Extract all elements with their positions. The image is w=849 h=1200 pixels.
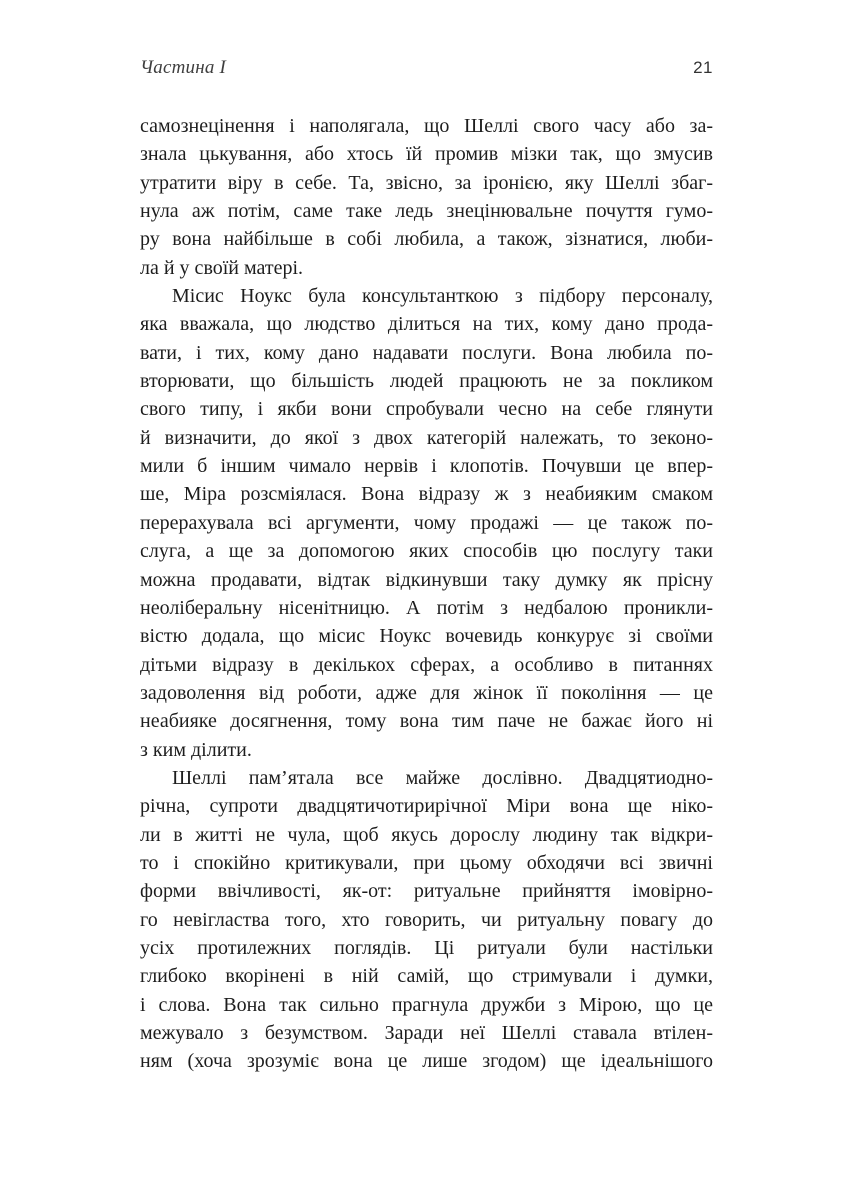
paragraph	[140, 764, 713, 1076]
body-text	[140, 112, 713, 1076]
text-line: вторювати, що більшість людей працюють не за покликом	[140, 370, 713, 393]
text-line: нула аж потім, саме таке ледь знецінювальне почуття гумо-	[140, 200, 713, 223]
text-line: Місис Ноукс була консультанткою з підбору персоналу,	[172, 285, 713, 308]
text-line: і слова. Вона так сильно прагнула дружби з Мірою, що це	[140, 993, 713, 1016]
text-line: ла й у своїй матері.	[140, 256, 304, 279]
text-line: яка вважала, що людство ділиться на тих, кому дано прода-	[140, 313, 713, 336]
text-line: утратити віру в себе. Та, звісно, за іронією, яку Шеллі збаг-	[140, 171, 713, 194]
page-number: 21	[693, 58, 713, 77]
text-line: з ким ділити.	[140, 738, 252, 761]
text-line: вати, і тих, кому дано надавати послуги. Вона любила по-	[140, 341, 713, 364]
text-line: ше, Міра розсміялася. Вона відразу ж з неабияким смаком	[140, 483, 713, 506]
text-line: неоліберальну нісенітницю. А потім з недбалою проникли-	[140, 596, 713, 619]
text-line: дітьми відразу в декількох сферах, а особливо в питаннях	[140, 653, 713, 676]
text-line: й визначити, до якої з двох категорій належать, то зеконо-	[140, 426, 713, 449]
text-line: задоволення від роботи, адже для жінок її покоління — це	[140, 681, 713, 704]
text-line: вістю додала, що місис Ноукс вочевидь конкурує зі своїми	[140, 625, 713, 648]
text-line: річна, супроти двадцятичотирирічної Міри вона ще ніко-	[140, 795, 713, 818]
text-line: ням (хоча зрозуміє вона це лише згодом) ще ідеальнішого	[140, 1050, 713, 1073]
text-line: самознецінення і наполягала, що Шеллі свого часу або за-	[140, 115, 713, 137]
text-line: усіх протилежних поглядів. Ці ритуали були настільки	[140, 936, 713, 959]
text-line: слуга, а ще за допомогою яких способів цю послугу таки	[140, 540, 713, 563]
paragraph	[140, 282, 713, 764]
text-line: то і спокійно критикували, при цьому обходячи всі звичні	[140, 851, 713, 874]
text-line: мили б іншим чимало нервів і клопотів. Почувши це впер-	[140, 455, 713, 478]
text-line: го невігластва того, хто говорить, чи ритуальну повагу до	[140, 908, 713, 931]
text-line: знала цькування, або хтось їй промив мізки так, що змусив	[140, 143, 713, 166]
text-line: свого типу, і якби вони спробували чесно на себе глянути	[140, 398, 713, 421]
paragraph	[140, 112, 713, 282]
text-line: можна продавати, відтак відкинувши таку думку як прісну	[140, 568, 713, 591]
text-line: перерахувала всі аргументи, чому продажі — це також по-	[140, 511, 713, 534]
text-line: глибоко вкорінені в ній самій, що стримували і думки,	[140, 965, 713, 988]
text-line: неабияке досягнення, тому вона тим паче не бажає його ні	[140, 710, 713, 733]
text-line: ли в житті не чула, щоб якусь дорослу людину так відкри-	[140, 823, 713, 846]
text-line: ру вона найбільше в собі любила, а також, зізнатися, люби-	[140, 228, 713, 251]
section-title: Частина I	[140, 57, 227, 78]
text-line: Шеллі пам’ятала все майже дослівно. Двадцятиодно-	[172, 766, 713, 789]
text-line: межувало з безумством. Заради неї Шеллі ставала втілен-	[140, 1022, 713, 1044]
text-line: форми ввічливості, як-от: ритуальне прийняття імовірно-	[140, 880, 713, 903]
running-header	[140, 57, 713, 79]
